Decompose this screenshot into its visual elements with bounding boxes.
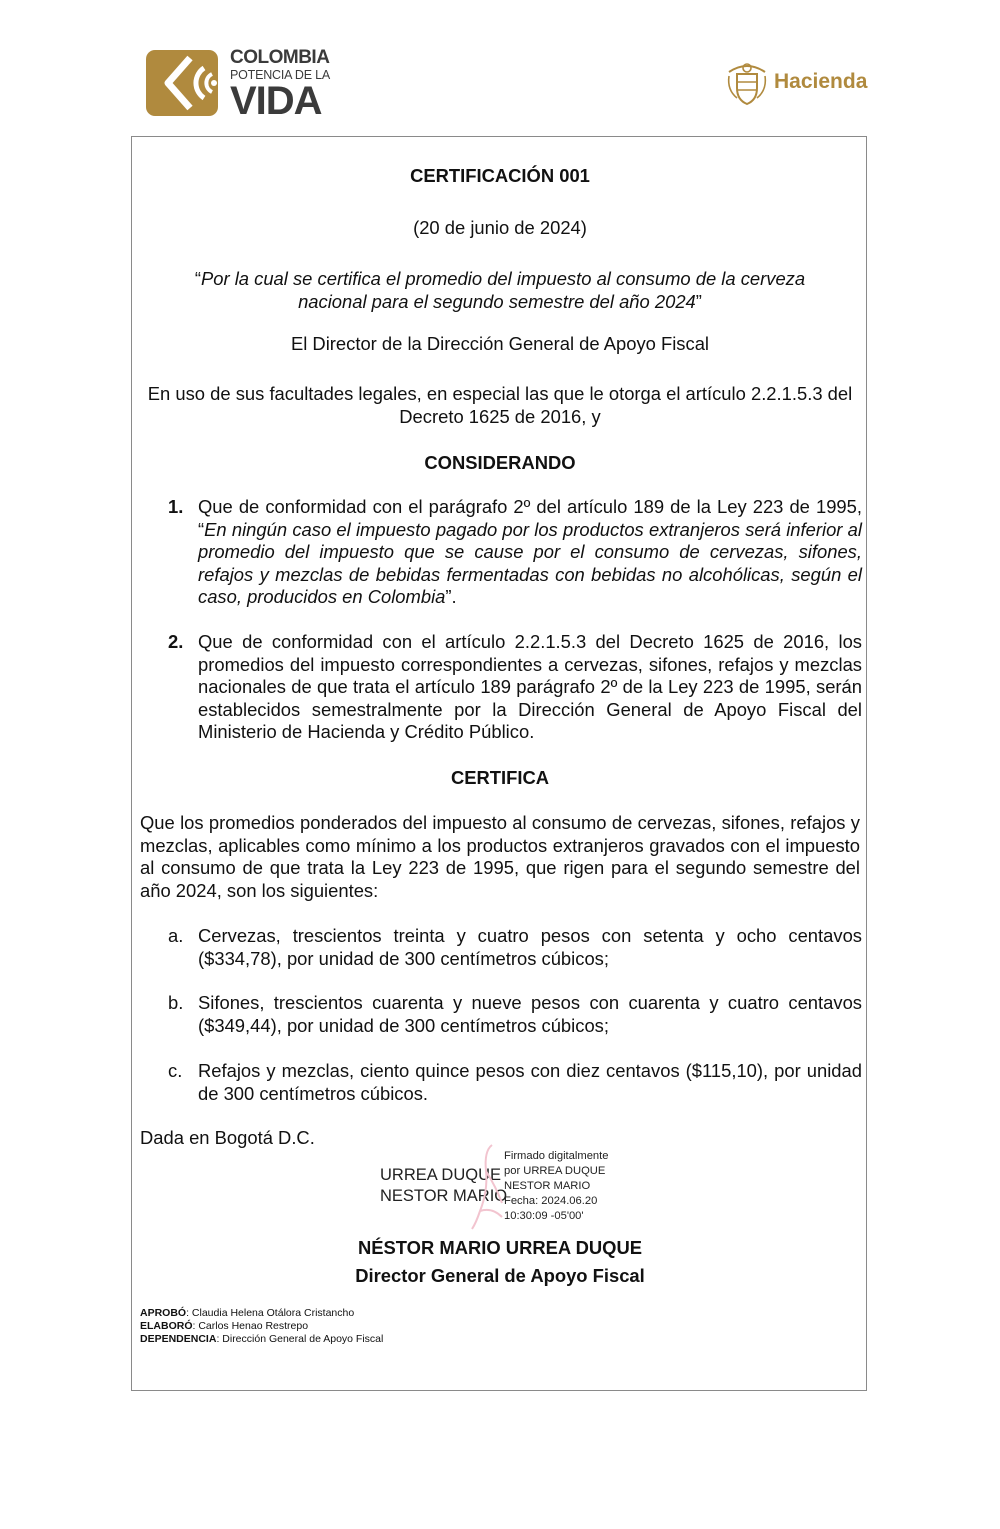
item-text: Que de conformidad con el artículo 2.2.1.5.3 del Decreto 1625 de 2016, los promedios del impuesto correspondientes a cervezas, sifones, refajos y mezclas nacionales de que trata el artículo 189 parágrafo 2º de la Ley 223 de 1995, serán establecidos semestralmente por la Dirección General de Apoyo Fiscal del Ministerio de Hacienda y Crédito Público. [198, 631, 862, 743]
signature-meta-line: NESTOR MARIO [504, 1180, 591, 1192]
colombia-brand-icon [146, 50, 218, 116]
colombia-potencia-logo [146, 47, 336, 123]
signer-name: NÉSTOR MARIO URREA DUQUE [357, 1237, 643, 1258]
certifica-paragraph: Que los promedios ponderados del impuesto al consumo de cervezas, sifones, refajos y mezclas, aplicables como mínimo a los productos extranjeros gravados con el impuesto al consumo de que trata la Ley 223 de 1995, que rigen para el segundo semestre del año 2024, son los siguientes: [140, 812, 860, 901]
signature-name-line2: NESTOR MARIO [380, 1187, 508, 1205]
signature-meta-line: Firmado digitalmente [504, 1150, 609, 1162]
logo-line-vida: VIDA [230, 79, 322, 123]
coat-of-arms-icon [725, 60, 769, 108]
credit-elaboro [140, 1320, 383, 1333]
hacienda-logo-text: Hacienda [774, 70, 868, 93]
facultades-line: En uso de sus facultades legales, en especial las que le otorga el artículo 2.2.1.5.3 del Decreto 1625 de 2016, y [147, 383, 853, 427]
credits-block [140, 1307, 383, 1346]
credit-value: : Claudia Helena Otálora Cristancho [186, 1307, 355, 1319]
digital-signature-meta [504, 1149, 608, 1224]
item-letter: c. [168, 1060, 183, 1081]
subject-quote-close: ” [695, 290, 702, 312]
signer-role: Director General de Apoyo Fiscal [355, 1265, 645, 1286]
item-text: Sifones, trescientos cuarenta y nueve pesos con cuarenta y cuatro centavos ($349,44), por unidad de 300 centímetros cúbicos; [198, 992, 862, 1036]
item-text-quote: En ningún caso el impuesto pagado por los productos extranjeros será inferior al promedio del impuesto que se cause por el consumo de cervezas, sifones, refajos y mezclas de bebidas fermentadas con bebidas no alcohólicas, según el caso, producidos en Colombia [198, 518, 862, 608]
item-number: 1. [168, 496, 184, 517]
credit-key: APROBÓ [140, 1307, 187, 1319]
signature-name-line1: URREA DUQUE [380, 1166, 502, 1184]
credit-value: : Dirección General de Apoyo Fiscal [216, 1333, 384, 1345]
item-number: 2. [168, 631, 184, 652]
item-text [198, 496, 862, 609]
signature-meta-line: por URREA DUQUE [504, 1165, 606, 1177]
subject-text: Por la cual se certifica el promedio del impuesto al consumo de la cerveza nacional para el segundo semestre del año 2024 [200, 268, 806, 312]
signature-meta-line: 10:30:09 -05'00' [504, 1210, 584, 1222]
document-title: CERTIFICACIÓN 001 [410, 165, 590, 186]
credit-dependencia [140, 1333, 383, 1346]
item-letter: a. [168, 925, 184, 946]
signature-meta-line: Fecha: 2024.06.20 [504, 1195, 598, 1207]
subject-quote-open: “ [194, 268, 201, 289]
considerando-heading: CONSIDERANDO [424, 452, 576, 473]
document-date: (20 de junio de 2024) [413, 217, 587, 238]
document-subject [162, 268, 838, 313]
credit-key: ELABORÓ [140, 1320, 193, 1332]
director-line: El Director de la Dirección General de Apoyo Fiscal [290, 333, 710, 354]
item-text-post: ”. [445, 586, 457, 608]
dada-en-bogota: Dada en Bogotá D.C. [140, 1127, 315, 1148]
certifica-heading: CERTIFICA [450, 767, 550, 788]
logo-line-colombia: COLOMBIA [230, 47, 330, 68]
signature-scribble-icon [462, 1141, 506, 1233]
item-text: Refajos y mezclas, ciento quince pesos con diez centavos ($115,10), por unidad de 300 centímetros cúbicos. [198, 1060, 862, 1104]
logo-line-potencia: POTENCIA DE LA [230, 68, 331, 82]
credit-aprobo [140, 1307, 383, 1320]
item-letter: b. [168, 992, 184, 1013]
credit-key: DEPENDENCIA [140, 1333, 217, 1345]
item-text-pre: Que de conformidad con el parágrafo 2º del artículo 189 de la Ley 223 de 1995, “ [198, 496, 862, 540]
item-text: Cervezas, trescientos treinta y cuatro pesos con setenta y ocho centavos ($334,78), por unidad de 300 centímetros cúbicos; [198, 925, 862, 969]
credit-value: : Carlos Henao Restrepo [192, 1320, 309, 1332]
document-frame [131, 136, 867, 1391]
hacienda-logo [725, 60, 875, 108]
